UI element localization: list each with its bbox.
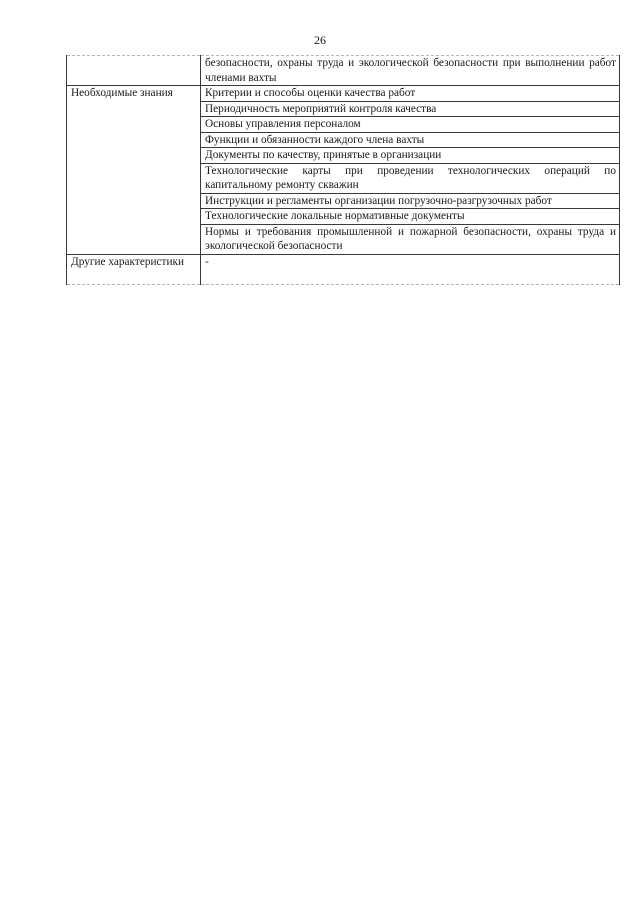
other-label: Другие характеристики <box>67 254 201 284</box>
knowledge-item: Документы по качеству, принятые в организации <box>201 148 620 164</box>
knowledge-item: Технологические локальные нормативные документы <box>201 209 620 225</box>
page-number: 26 <box>314 33 326 47</box>
knowledge-item: Функции и обязанности каждого члена вахты <box>201 132 620 148</box>
table-row-other <box>67 254 620 284</box>
knowledge-item: Технологические карты при проведении технологических операций по капитальному ремонту скважин <box>201 163 620 193</box>
knowledge-item: Основы управления персоналом <box>201 117 620 133</box>
table-row-knowledge <box>67 86 620 102</box>
knowledge-label: Необходимые знания <box>67 86 201 255</box>
continuation-text: безопасности, охраны труда и экологической безопасности при выполнении работ членами вахты <box>201 56 620 86</box>
qualification-table <box>66 55 620 285</box>
knowledge-item: Инструкции и регламенты организации погрузочно-разгрузочных работ <box>201 193 620 209</box>
other-value: - <box>201 254 620 284</box>
knowledge-item: Нормы и требования промышленной и пожарной безопасности, охраны труда и экологической безопасности <box>201 224 620 254</box>
knowledge-item: Периодичность мероприятий контроля качества <box>201 101 620 117</box>
table-row-continuation <box>67 56 620 86</box>
knowledge-item: Критерии и способы оценки качества работ <box>201 86 620 102</box>
label-cell-empty <box>67 56 201 86</box>
